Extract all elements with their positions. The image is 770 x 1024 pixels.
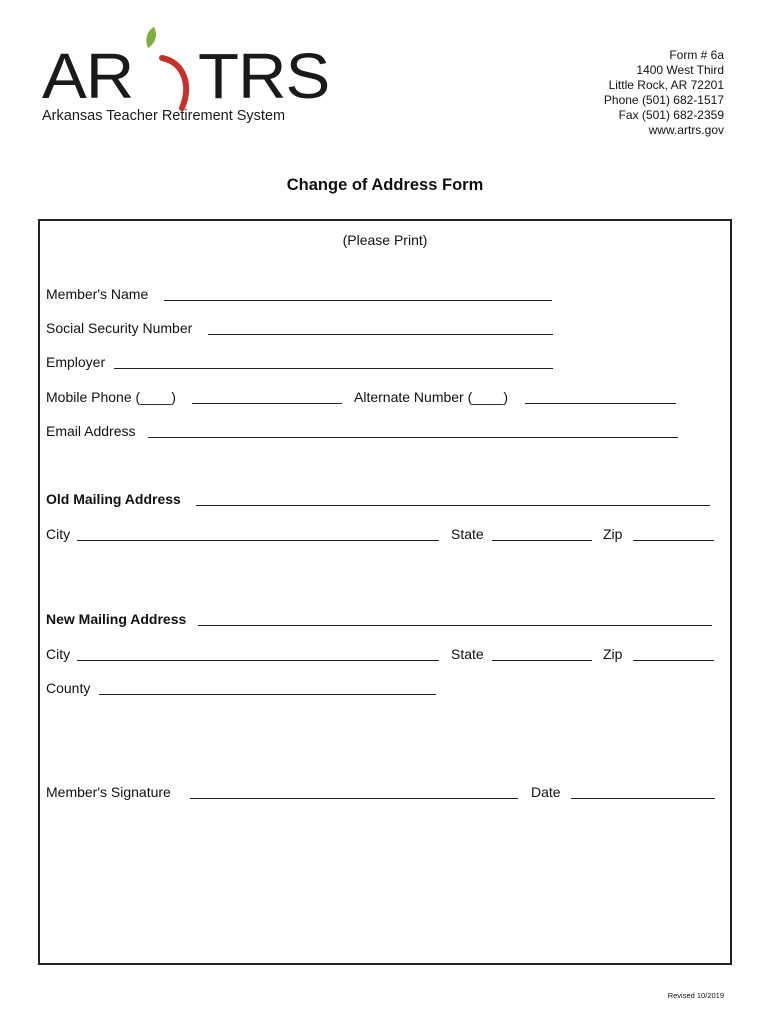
signature-row: [46, 783, 726, 803]
date-field[interactable]: [571, 798, 715, 799]
alternate-number-field[interactable]: [525, 403, 676, 404]
city-state-zip: Little Rock, AR 72201: [608, 78, 724, 92]
fax-number: Fax (501) 682-2359: [618, 108, 724, 122]
mobile-phone-field[interactable]: [192, 403, 342, 404]
old-city-row: [46, 525, 726, 545]
new-address-row: [46, 610, 726, 630]
new-zip-field[interactable]: [633, 660, 714, 661]
website: www.artrs.gov: [648, 123, 724, 137]
old-address-field[interactable]: [196, 505, 710, 506]
members-name-field[interactable]: [164, 300, 552, 301]
new-address-field[interactable]: [198, 625, 712, 626]
old-city-field[interactable]: [77, 540, 439, 541]
date-label: Date: [531, 784, 561, 800]
old-zip-label: Zip: [603, 526, 623, 542]
phone-number: Phone (501) 682-1517: [603, 93, 724, 107]
email-field[interactable]: [148, 437, 678, 438]
old-city-label: City: [46, 526, 71, 542]
revision-date: Revised 10/2019: [667, 991, 724, 1000]
employer-row: [46, 353, 726, 373]
street-address: 1400 West Third: [636, 63, 724, 77]
new-zip-label: Zip: [603, 646, 623, 662]
county-field[interactable]: [99, 694, 436, 695]
members-name-row: [46, 285, 726, 305]
please-print-instruction: (Please Print): [342, 232, 428, 248]
old-zip-field[interactable]: [633, 540, 714, 541]
old-address-row: [46, 490, 726, 510]
form-box: [38, 219, 732, 965]
ssn-field[interactable]: [208, 334, 553, 335]
old-state-label: State: [451, 526, 484, 542]
mobile-phone-label: Mobile Phone (____): [46, 389, 176, 405]
employer-field[interactable]: [114, 368, 553, 369]
email-row: [46, 422, 726, 442]
county-row: [46, 679, 726, 699]
logo-text-ar: AR: [42, 40, 134, 112]
logo-text-trs: TRS: [198, 40, 330, 112]
artrs-logo: [40, 24, 330, 129]
signature-label: Member's Signature: [46, 784, 171, 800]
old-address-label: Old Mailing Address: [46, 491, 181, 507]
phone-row: [46, 388, 726, 408]
members-name-label: Member's Name: [46, 286, 149, 302]
county-label: County: [46, 680, 91, 696]
employer-label: Employer: [46, 354, 106, 370]
ssn-label: Social Security Number: [46, 320, 193, 336]
new-state-label: State: [451, 646, 484, 662]
form-title: Change of Address Form: [286, 176, 484, 194]
logo-tagline: Arkansas Teacher Retirement System: [42, 108, 286, 124]
new-city-field[interactable]: [77, 660, 439, 661]
old-state-field[interactable]: [492, 540, 592, 541]
email-label: Email Address: [46, 423, 136, 439]
contact-block: [604, 48, 724, 138]
new-state-field[interactable]: [492, 660, 592, 661]
signature-field[interactable]: [190, 798, 518, 799]
new-address-label: New Mailing Address: [46, 611, 187, 627]
alternate-number-label: Alternate Number (____): [354, 389, 509, 405]
ssn-row: [46, 319, 726, 339]
new-city-label: City: [46, 646, 71, 662]
form-number: Form # 6a: [669, 48, 724, 62]
new-city-row: [46, 645, 726, 665]
